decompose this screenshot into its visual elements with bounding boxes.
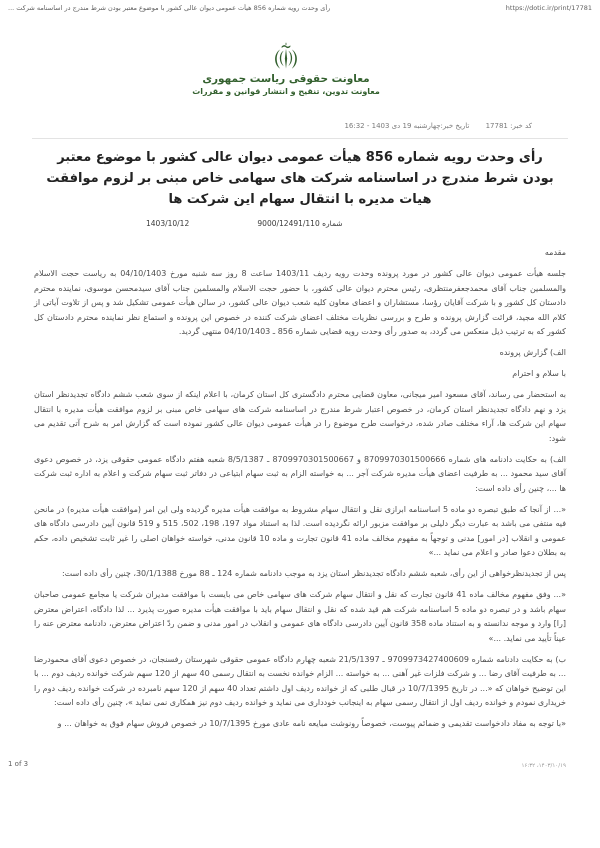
- print-header-title: رأی وحدت رویه شماره 856 هیأت عمومی دیوان عالی کشور با موضوع معتبر بودن شرط مندرج در اساسنامه شرکت ...: [8, 4, 331, 12]
- news-date: تاریخ خبر:چهارشنبه 19 دی 1403 - 16:32: [344, 122, 470, 130]
- body-paragraph: جلسه هیأت عمومی دیوان عالی کشور در مورد پرونده وحدت رویه ردیف 1403/11 ساعت 8 روز سه شنبه مورخ 04/10/1403 به ریاست حجت الاسلام والمسلمین جناب آقای محمدجعفرمنتظری، رئیس محترم دیوان عالی کشور، با حضور حجت الاسلام والمسلمین جناب آقای سیدمحسن موسوی، نماینده محترم دادستان کل کشور و با شرکت آقایان رؤسا، مستشاران و اعضای معاون کلیه شعب دیوان عالی کشور، در سالن هیأت عمومی تشکیل شد و پس از تلاوت آیاتی از کلام الله مجید، قرائت گزارش پرونده و طرح و بررسی نظریات مختلف اعضای شرکت کننده در خصوص این پرونده و استماع نظر نماینده محترم دادستان کل کشور که به ترتیب ذیل منعکس می گردد، به صدور رأی وحدت رویه قضایی شماره 856 ـ 04/10/1403 منتهی گردید.: [34, 269, 566, 336]
- section-heading-report: الف) گزارش پرونده: [499, 348, 566, 357]
- news-code: کد خبر: 17781: [485, 122, 532, 130]
- body-paragraph: الف) به حکایت دادنامه های شماره 8709970301500666 و 8709970301500667 ـ 8/5/1387 شعبه هفتم دادگاه عمومی حقوقی یزد، در خصوص دعوی آقای سید محمود ... به طرفیت اعضای هیأت مدیره شرکت آجر ... به خواسته الزام به ثبت سهام ابتیاعی در دفاتر ثبت سهام شرکت و اعلام به اداره ثبت شرکت ها ...، چنین رأی داده است:: [34, 454, 567, 493]
- print-header-url: https://dotic.ir/print/17781: [505, 4, 592, 12]
- body-paragraph: «... از آنجا که طبق تبصره دو ماده 5 اساسنامه ابرازی نقل و انتقال سهام مشروط به موافقت هیأت مدیره گردیده ولی این امر (موافقت هیأت مدیره) در مانحن فیه منتفی می باشد به عبارت دیگر دلیلی بر موافقت مزبور ارائه نگردیده است. لذا به استناد مواد 197، 198، 502، 515 و 519 قانون آیین دادرسی دادگاه های عمومی و انقلاب [در امور] مدنی و توجهاً به مفهوم مخالف ماده 41 قانون تجارت و ماده 10 قانون مدنی، خواسته خواهان اصلی را غیر ثابت تشخیص داده، حکم به بطلان دعوا صادر و اعلام می نماید ...»: [34, 504, 567, 557]
- page-indicator: 1 of 3: [8, 760, 29, 768]
- body-paragraph: پس از تجدیدنظرخواهی از این رأی، شعبه ششم دادگاه تجدیدنظر استان یزد به موجب دادنامه شماره 124 ـ 88 مورخ 30/1/1388، چنین رأی داده است:: [61, 569, 566, 578]
- iran-emblem-icon: [0, 42, 586, 70]
- salutation: با سلام و احترام: [512, 369, 566, 378]
- org-name-line1: معاونت حقوقی ریاست جمهوری: [202, 73, 370, 85]
- section-heading-moghaddameh: مقدمه: [544, 248, 566, 257]
- letterhead: [0, 0, 586, 96]
- body-paragraph: «با توجه به مفاد دادخواست تقدیمی و ضمائم پیوست، خصوصاً رونوشت مبایعه نامه عادی مورخ 10/7/1395 در خصوص فروش سهام فوق به خواهان ... و: [57, 719, 566, 728]
- divider: [32, 138, 568, 139]
- document-number-row: [0, 219, 600, 234]
- print-datetime: ۱۴۰۳/۱۰/۱۹، ۱۶:۳۲: [521, 763, 566, 769]
- org-name-line2: معاونت تدوین، تنقیح و انتشار قوانین و مقررات: [192, 87, 380, 96]
- document-number: شماره 9000/12491/110: [257, 219, 343, 228]
- body-paragraph: «... وفق مفهوم مخالف ماده 41 قانون تجارت که نقل و انتقال سهام شرکت های سهامی خاص می بایست با موافقت مدیران شرکت یا مجامع عمومی صاحبان سهام باشد و در تبصره دو ماده 5 اساسنامه شرکت هم قید شده که نقل و انتقال سهام باید با موافقت هیأت مدیره صورت پذیرد ... لذا دادگاه، اعتراض معترض [را] وارد و موجه ندانسته و به استناد ماده 358 قانون آیین دادرسی دادگاه های عمومی و انقلاب در امور مدنی و ضمن ردّ اعتراض معترض، دادنامه معترض عنه را عیناً تأیید می نماید. ...»: [34, 590, 567, 643]
- body-paragraph: به استحضار می رساند، آقای مسعود امیر میجانی، معاون قضایی محترم دادگستری کل استان کرمان، با اعلام اینکه از سوی شعب ششم دادگاه تجدیدنظر استان یزد و نهم دادگاه تجدیدنظر استان کرمان، در خصوص اعتبار شرط مندرج در اساسنامه شرکت های سهامی خاص مبنی بر لزوم موافقت هیأت مدیره با انتقال سهام این شرکت ها، آراء مختلف صادر شده، درخواست طرح موضوع را در هیأت عمومی دیوان عالی کشور نموده است که گزارش امر به شرح آتی تقدیم می شود:: [34, 390, 566, 443]
- document-body: [34, 246, 566, 732]
- news-meta: [0, 122, 532, 130]
- document-date: 1403/10/12: [146, 219, 190, 228]
- body-paragraph: ب) به حکایت دادنامه شماره 9709973427400609 ـ 21/5/1397 شعبه چهارم دادگاه عمومی حقوقی شهرستان رفسنجان، در خصوص دعوی آقای محمودرضا ... به طرفیت آقای رضا ... و شرکت فلزات غیر آهنی ... به خواسته ... الزام خوانده نخست به انتقال رسمی 40 سهم از 120 سهم شرکت خوانده ردیف دوم ... با این توضیح خواهان که «... در تاریخ 10/7/1395 در قبال طلبی که از خوانده ردیف اول داشتم تعداد 40 سهم از 120 سهم نامبرده در شرکت خوانده ردیف دوم را خریداری نمودم و خوانده ردیف اول از انتقال رسمی سهام به اینجانب خودداری می نماید و خوانده ردیف دوم نیز همکاری نمی نماید »، چنین رأی داده است:: [33, 654, 567, 707]
- document-title: رأی وحدت رویه شماره 856 هیأت عمومی دیوان عالی کشور با موضوع معتبر بودن شرط مندرج در اساسنامه شرکت های سهامی خاص مبنی بر لزوم موافقت هیات مدیره با انتقال سهام این شرکت ها: [46, 150, 554, 207]
